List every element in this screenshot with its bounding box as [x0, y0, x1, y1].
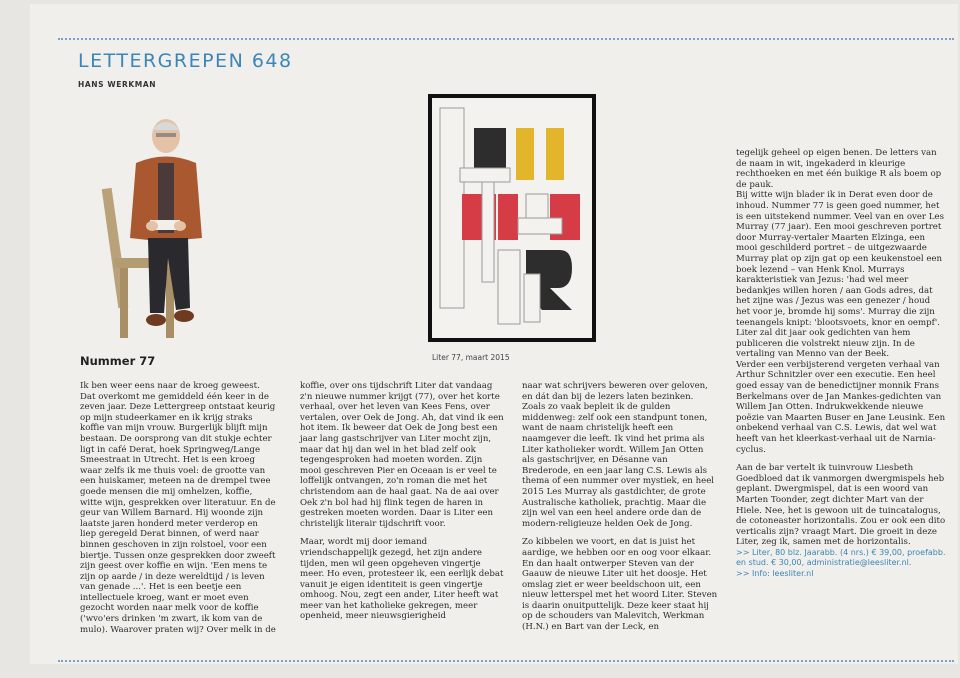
bottom-dotted-rule [58, 660, 954, 662]
paragraph: tegelijk geheel op eigen benen. De letters van de naam in wit, ingekaderd in kleurige rechthoeken en met één buikige R als boem op de pauk. [736, 148, 942, 190]
paragraph: Maar, wordt mij door iemand vriendschappelijk gezegd, het zijn andere tijden, men wil geen opgeheven vingertje meer. Ho even, protesteer ik, een eerlijk debat vanuit je eigen identiteit is geen vingertje omhoog. Nou, zegt een ander, Liter heeft wat meer van het katholieke gekregen, meer openheid, meer nieuwsgierigheid [300, 537, 504, 622]
top-dotted-rule [58, 38, 954, 40]
website-info: >> Info: leesliter.nl [736, 568, 814, 578]
author-photo [96, 108, 226, 348]
cover-caption: Liter 77, maart 2015 [432, 353, 510, 362]
subscription-info: >> Liter, 80 blz. Jaarabb. (4 nrs.) € 39,00, proefabb. en stud. € 30,00, administratie@leesliter.nl. [736, 547, 946, 568]
cover-artwork [432, 98, 592, 338]
paragraph: koffie, over ons tijdschrift Liter dat vandaag z'n nieuwe nummer krijgt (77), over het korte verhaal, over het leven van Kees Fens, over vertalen, over Oek de Jong. Ah, dat vind ik een hot item. Ik beweer dat Oek de Jong best een jaar lang gastschrijver van Liter mocht zijn, maar dat hij dan wel in het blad zelf ook tegengesproken had moeten worden. Zijn mooi geschreven Pier en Oceaan is er veel te loffelijk ontvangen, zo'n roman die met het christendom aan de haal gaat. Na de aai over Oek z'n bol had hij flink tegen de haren in gestreken moeten worden. Daar is Liter een christelijk literair tijdschrift voor. [300, 381, 504, 529]
liter-cover-image [428, 94, 596, 342]
paragraph: naar wat schrijvers beweren over geloven, en dát dan bij de lezers laten bezinken. Zoals zo vaak bepleit ik de gulden middenweg: zelf ook een standpunt tonen, want de naam christelijk heeft een naamgever die leeft. Ik vind het prima als Liter katholieker wordt. Willem Jan Otten als gastschrijver, en Désanne van Brederode, en een jaar lang C.S. Lewis als thema of een nummer over mystiek, en heel 2015 Les Murray als gastdichter, de grote Australische katholiek, prachtig. Maar die zijn wel van een heel andere orde dan de modern-religieuze helden Oek de Jong. [522, 381, 715, 529]
author-byline: HANS WERKMAN [78, 80, 157, 89]
text-column-2 [300, 381, 505, 622]
paragraph: Verder een verbijsterend vergeten verhaal van Arthur Schnitzler over een executie. Een heel goed essay van de benedictijner monnik Frans Berkelmans over de Jan Mankes-gedichten van Willem Jan Otten. Indrukwekkende nieuwe poëzie van Maarten Buser en Jane Leusink. Een onbekend verhaal van C.S. Lewis, dat wel wat heeft van het kleerkast-verhaal uit de Narnia-cyclus. [736, 359, 946, 455]
paragraph: Zo kibbelen we voort, en dat is juist het aardige, we hebben oor en oog voor elkaar. En dan haalt ontwerper Steven van der Gaauw de nieuwe Liter uit het doosje. Het omslag ziet er weer beeldschoon uit, een nieuw letterspel met het woord Liter. Steven is daarin onuitputtelijk. Deze keer staat hij op de schouders van Malevitch, Werkman (H.N.) en Bart van der Leck, en [522, 537, 718, 633]
column-title: LETTERGREPEN 648 [78, 50, 293, 72]
text-column-3 [522, 381, 718, 633]
text-column-4 [736, 148, 946, 579]
cover-block-red-2 [498, 194, 518, 240]
paragraph: Aan de bar vertelt ik tuinvrouw Liesbeth Goedbloed dat ik vanmorgen dwergmispels heb geplant. Dwergmispel, dat is een woord van Marten Toonder, zegt dichter Mart van der Hiele. Nee, het is gewoon uit de tuincatalogus, de cotoneaster horizontalis. Zou er ook een dito verticalis zijn? vraagt Mart. Die groeit in deze Liter, zeg ik, samen met de horizontalis. [736, 463, 946, 548]
cover-block-yellow-2 [546, 128, 564, 180]
paragraph: Ik ben weer eens naar de kroeg geweest. Dat overkomt me gemiddeld één keer in de zeven jaar. Deze Lettergreep ontstaat keurig op mijn studeerkamer en ik krijg straks koffie van mijn vrouw. Burgerlijk blijft mijn bestaan. De oorsprong van dit stukje echter ligt in café Derat, hoek Springweg/Lange Smeestraat in Utrecht. Het is een kroeg waar zelfs ik me thuis voel: de grootte van een huiskamer, meteen na de drempel twee goede mensen die mij omhelzen, koffie, witte wijn, gesprekken over literatuur. En de geur van Willem Barnard. Hij woonde zijn laatste jaren honderd meter verderop en liep geregeld Derat binnen, of werd naar binnen geschoven in zijn rolstoel, voor een biertje. Tussen onze gesprekken door zweeft zijn geest over koffie en wijn. 'Een mens te zijn op aarde / in deze wereldtijd / is leven van genade ...'. Het is een beetje een intellectuele kroeg, want er moet even gezocht worden naar melk voor de koffie ('wvo'ers drinken 'm zwart, ik kom van de mulo). Waarover praten wij? Over melk in de [80, 381, 276, 635]
text-column-1 [80, 381, 276, 635]
article-subhead: Nummer 77 [80, 354, 156, 368]
cover-block-yellow-1 [516, 128, 534, 180]
paragraph: Bij witte wijn blader ik in Derat even door de inhoud. Nummer 77 is geen goed nummer, het is een uitstekend nummer. Veel van en over Les Murray (77 jaar). Een mooi geschreven portret door Murray-vertaler Maarten Elzinga, een mooi geschilderd portret – de uitgezwaarde Murray plat op zijn gat op een keukenstoel een boek lezend – van Henk Knol. Murrays karakteristiek van Jezus: 'had wel meer bedankjes willen horen / aan Gods adres, dat het zijne was / Jezus was een genezer / houd het voor je, bromde hij soms'. Murray die zijn teenangels knipt: 'blootsvoets, knor en oempf'. Liter zal dit jaar ook gedichten van hem publiceren die volstrekt nieuw zijn. In de vertaling van Menno van der Beek. [736, 190, 944, 360]
